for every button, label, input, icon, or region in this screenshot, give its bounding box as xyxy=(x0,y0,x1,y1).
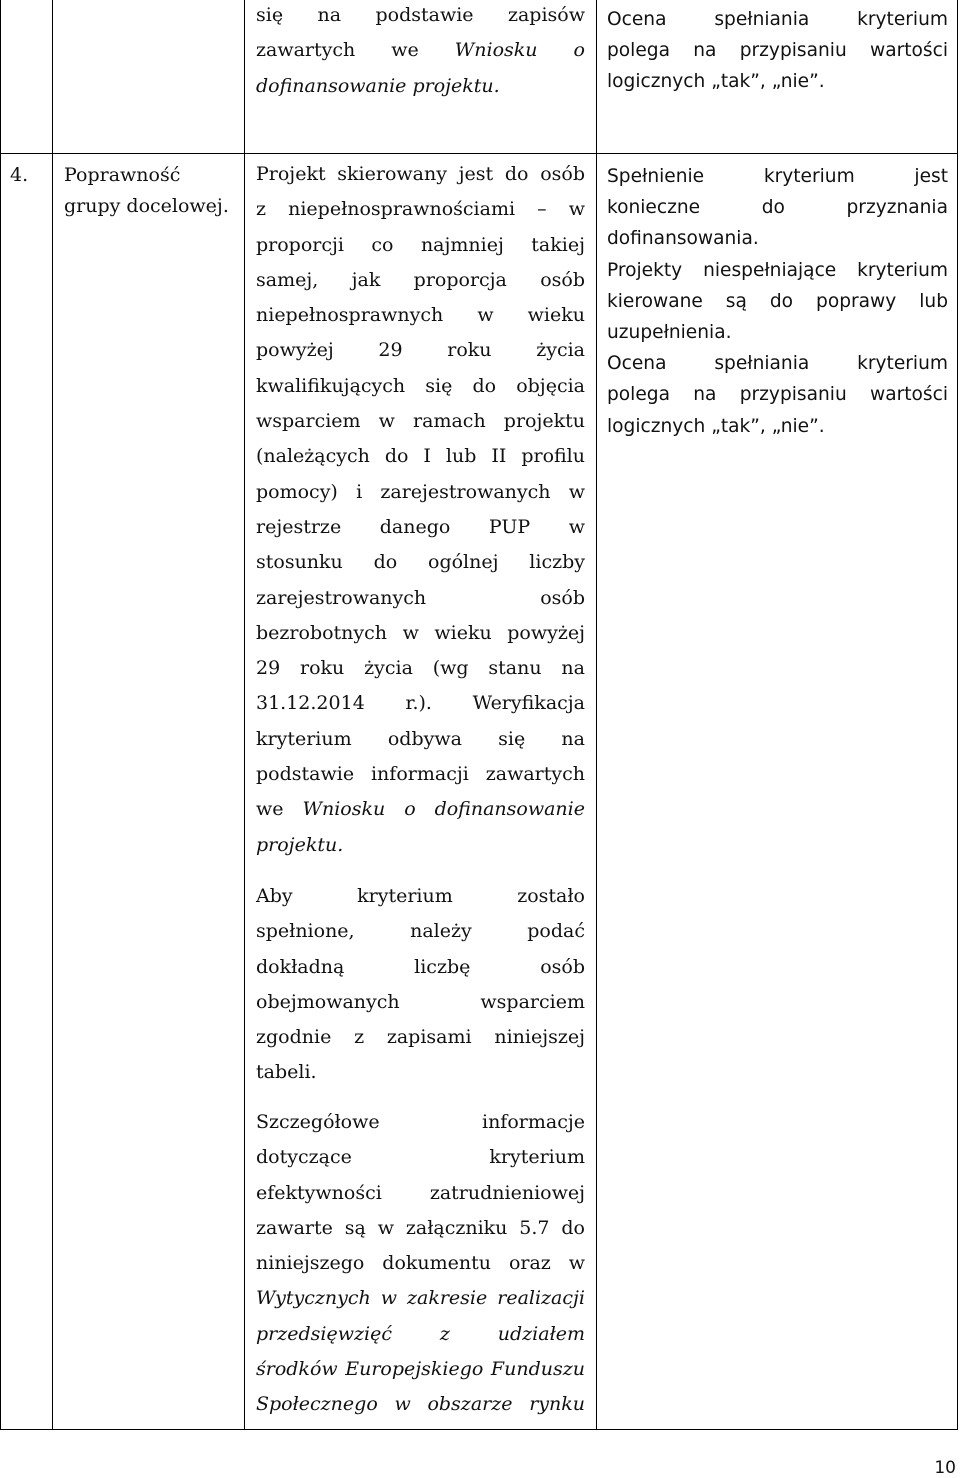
text-line: obejmowanych wsparciem xyxy=(256,990,585,1013)
text-line: spełnione, należy podać xyxy=(256,920,585,943)
text-line: powyżej 29 roku życia xyxy=(256,339,585,362)
description-paragraph-2 xyxy=(256,879,585,1091)
table-left-border xyxy=(0,0,1,1430)
text-line: Projekt skierowany jest do osób xyxy=(256,163,585,185)
top-row-description xyxy=(256,0,585,104)
text-line: 31.12.2014 r.). Weryfikacja xyxy=(256,692,585,715)
description-paragraph-3 xyxy=(256,1105,585,1423)
text-line: proporcji co najmniej takiej xyxy=(256,233,585,256)
text-line: zgodnie z zapisami niniejszej xyxy=(256,1026,585,1049)
text-line: stosunku do ogólnej liczby xyxy=(256,551,585,574)
text-fragment-italic: Wniosku o xyxy=(454,39,585,62)
text-line: efektywności zatrudnieniowej xyxy=(256,1181,585,1204)
row-divider xyxy=(0,153,958,154)
text-line: samej, jak proporcja osób xyxy=(256,268,585,291)
text-line: 29 roku życia (wg stanu na xyxy=(256,657,585,680)
table-col-divider-1 xyxy=(52,0,53,1430)
text-line: przedsięwzięć z udziałem xyxy=(256,1322,585,1345)
text-line: wsparciem w ramach projektu xyxy=(256,410,585,433)
text-fragment-italic: Wniosku o dofinansowanie xyxy=(302,798,585,821)
text-line: Ocena spełniania kryterium xyxy=(607,9,948,30)
text-line: projektu. xyxy=(256,833,344,856)
text-line: (należących do I lub II profilu xyxy=(256,445,585,468)
text-line: kwalifikujących się do objęcia xyxy=(256,374,585,397)
table-bottom-border xyxy=(0,1429,958,1430)
text-line: niepełnosprawnych w wieku xyxy=(256,304,585,327)
text-line: grupy docelowej. xyxy=(64,195,229,217)
text-line: Projekty niespełniające kryterium xyxy=(607,259,948,281)
text-line: rejestrze danego PUP w xyxy=(256,515,585,538)
text-line xyxy=(256,33,585,68)
text-line: Poprawność xyxy=(64,164,181,186)
text-line: dotyczące kryterium xyxy=(256,1146,585,1169)
text-line: podstawie informacji zawartych xyxy=(256,763,585,786)
text-line: zarejestrowanych osób xyxy=(256,586,585,609)
text-line: uzupełnienia. xyxy=(607,322,732,344)
text-line: polega na przypisaniu wartości xyxy=(607,40,948,62)
text-line: Spełnienie kryterium jest xyxy=(607,166,948,187)
table-right-border xyxy=(957,0,958,1430)
text-line: Społecznego w obszarze rynku xyxy=(256,1393,585,1416)
text-line: dofinansowanie projektu. xyxy=(256,74,500,97)
text-fragment: zawartych we xyxy=(256,39,419,62)
text-line: kierowane są do poprawy lub xyxy=(607,290,948,312)
page-number: 10 xyxy=(934,1458,956,1478)
text-line xyxy=(256,792,585,827)
top-row-assessment xyxy=(607,4,948,98)
text-line: logicznych „tak”, „nie”. xyxy=(607,71,825,93)
text-line: Ocena spełniania kryterium xyxy=(607,353,948,375)
text-line: dofinansowania. xyxy=(607,228,759,250)
table-col-divider-3 xyxy=(596,0,597,1430)
text-line: się na podstawie zapisów xyxy=(256,4,585,26)
text-line: pomocy) i zarejestrowanych w xyxy=(256,480,585,503)
description-paragraph-1 xyxy=(256,157,585,863)
text-line: zawarte są w załączniku 5.7 do xyxy=(256,1216,585,1239)
row-number: 4. xyxy=(10,164,29,186)
text-line: polega na przypisaniu wartości xyxy=(607,384,948,406)
criterion-name xyxy=(64,160,239,222)
text-line: z niepełnosprawnościami – w xyxy=(256,198,585,221)
text-line: konieczne do przyznania xyxy=(607,197,948,219)
text-line: dokładną liczbę osób xyxy=(256,955,585,978)
text-line: niniejszego dokumentu oraz w xyxy=(256,1252,585,1275)
table-col-divider-2 xyxy=(244,0,245,1430)
text-line: Wytycznych w zakresie realizacji xyxy=(256,1287,585,1310)
text-line: logicznych „tak”, „nie”. xyxy=(607,415,825,437)
text-line: bezrobotnych w wieku powyżej xyxy=(256,621,585,644)
text-fragment: we xyxy=(256,798,284,821)
text-line: środków Europejskiego Funduszu xyxy=(256,1358,585,1381)
assessment-text xyxy=(607,161,948,442)
text-line: Aby kryterium zostało xyxy=(256,885,585,907)
text-line: Szczegółowe informacje xyxy=(256,1111,585,1133)
text-line: tabeli. xyxy=(256,1061,317,1084)
text-line: kryterium odbywa się na xyxy=(256,727,585,750)
